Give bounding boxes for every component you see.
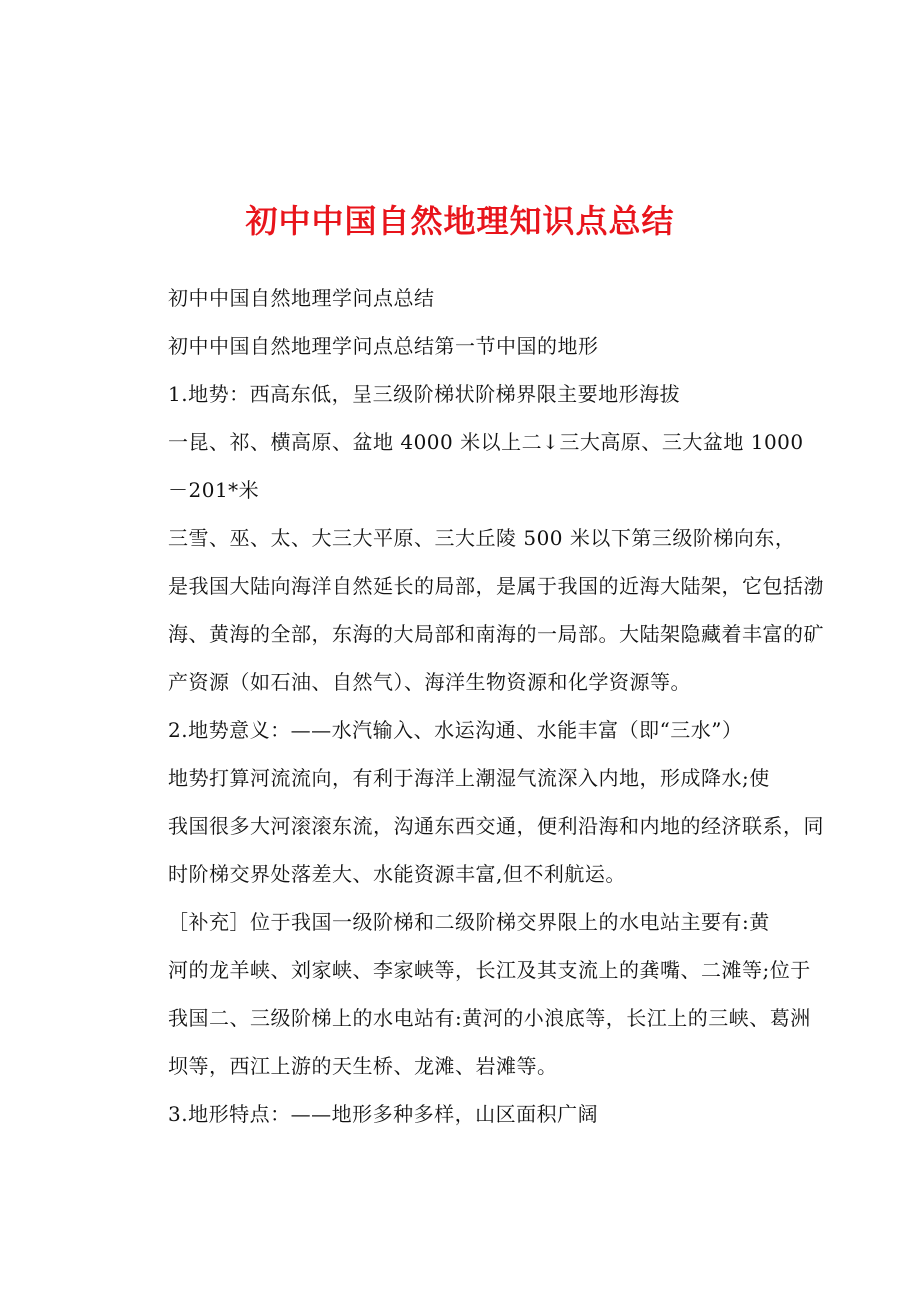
text-line: 我国二、三级阶梯上的水电站有:黄河的小浪底等，长江上的三峡、葛洲 xyxy=(168,1006,811,1030)
text-line: 一昆、祁、横高原、盆地 4000 米以上二↓三大高原、三大盆地 1000 xyxy=(168,430,804,454)
text-line: 三雪、巫、太、大三大平原、三大丘陵 500 米以下第三级阶梯向东， xyxy=(168,526,796,550)
text-line: 我国很多大河滚滚东流，沟通东西交通，便利沿海和内地的经济联系，同 xyxy=(168,814,824,838)
text-line: 初中中国自然地理学问点总结 xyxy=(168,286,435,310)
paragraph xyxy=(168,1100,818,1148)
text-line: 海、黄海的全部，东海的大局部和南海的一局部。大陆架隐藏着丰富的矿 xyxy=(168,622,824,646)
text-line: 时阶梯交界处落差大、水能资源丰富,但不利航运。 xyxy=(168,862,626,886)
text-line: 是我国大陆向海洋自然延长的局部，是属于我国的近海大陆架，它包括渤 xyxy=(168,574,824,598)
paragraph xyxy=(168,524,824,716)
text-line: 地势打算河流流向，有利于海洋上潮湿气流深入内地，形成降水;使 xyxy=(168,766,770,790)
text-line: 产资源（如石油、自然气）、海洋生物资源和化学资源等。 xyxy=(168,670,691,694)
text-line: 3.地形特点：——地形多种多样，山区面积广阔 xyxy=(168,1102,599,1126)
paragraph xyxy=(168,908,818,1100)
paragraph xyxy=(168,764,824,908)
paragraph xyxy=(168,332,818,380)
paragraph xyxy=(168,716,818,764)
text-line: 河的龙羊峡、刘家峡、李家峡等，长江及其支流上的龚嘴、二滩等;位于 xyxy=(168,958,811,982)
paragraph xyxy=(168,428,818,524)
document-title: 初中中国自然地理知识点总结 xyxy=(245,202,675,240)
text-line: 初中中国自然地理学问点总结第一节中国的地形 xyxy=(168,334,599,358)
text-line: －201*米 xyxy=(168,478,260,502)
paragraph xyxy=(168,284,818,332)
document-body xyxy=(168,284,824,1148)
text-line: 坝等，西江上游的天生桥、龙滩、岩滩等。 xyxy=(168,1054,558,1078)
text-line: 2.地势意义：——水汽输入、水运沟通、水能丰富（即“三水”） xyxy=(168,718,743,742)
paragraph xyxy=(168,380,818,428)
text-line: ［补充］位于我国一级阶梯和二级阶梯交界限上的水电站主要有:黄 xyxy=(168,910,770,934)
text-line: 1.地势：西高东低，呈三级阶梯状阶梯界限主要地形海拔 xyxy=(168,382,681,406)
